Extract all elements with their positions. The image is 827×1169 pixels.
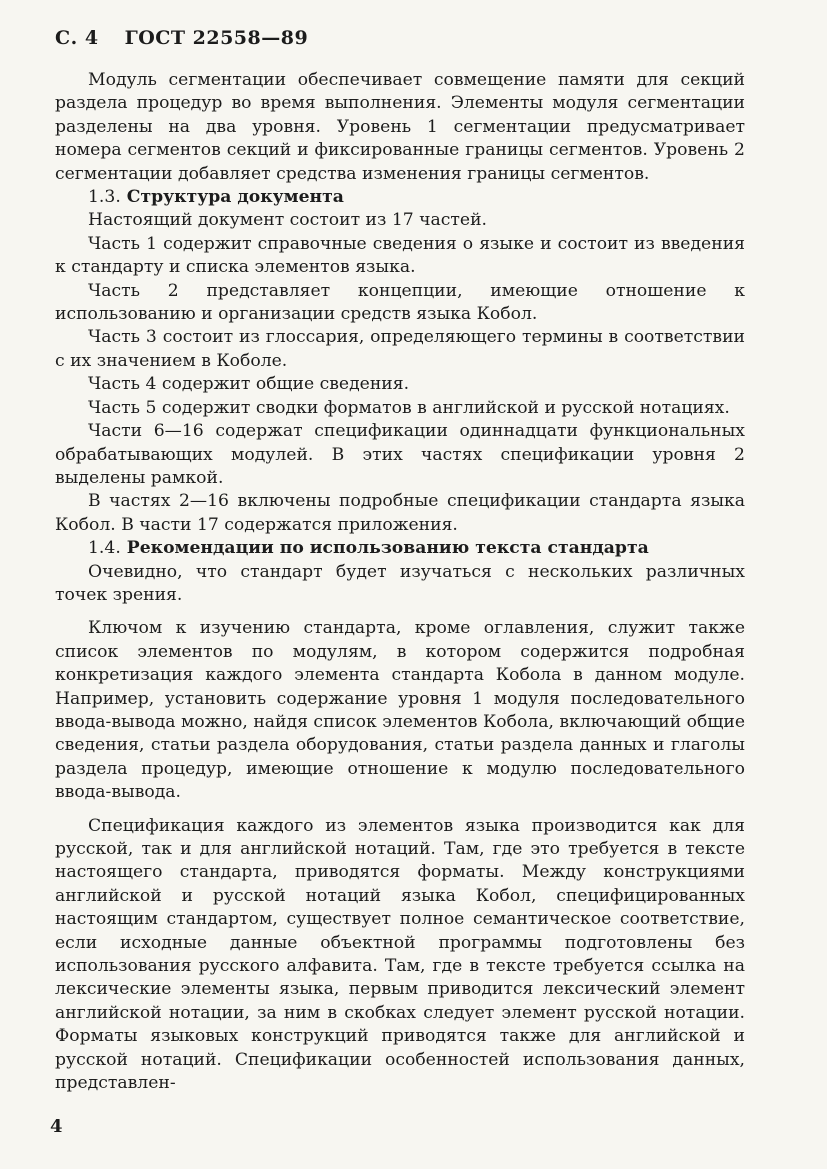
paragraph-parts-2-16: В частях 2—16 включены подробные спецификации стандарта языка Кобол. В части 17 содержатся приложения.	[55, 491, 745, 535]
paragraph-part-3: Часть 3 состоит из глоссария, определяющего термины в соответствии с их значением в Коболе.	[55, 327, 745, 371]
paragraph-viewpoints: Очевидно, что стандарт будет изучаться с нескольких различных точек зрения.	[55, 561, 745, 605]
page-header	[55, 27, 308, 49]
paragraph-segmentation-module: Модуль сегментации обеспечивает совмещение памяти для секций раздела процедур во время выполнения. Элементы модуля сегментации разделены на два уровня. Уровень 1 сегментации предусматривает номера сегментов секций и фиксированные границы сегментов. Уровень 2 сегментации добавляет средства изменения границы сегментов.	[55, 70, 745, 184]
paragraph-part-4: Часть 4 содержит общие сведения.	[88, 374, 410, 395]
section-number: 1.4.	[88, 538, 121, 559]
paragraph-notation-spec: Спецификация каждого из элементов языка производится как для русской, так и для английской нотаций. Там, где это требуется в тексте настоящего стандарта, приводятся форматы. Между конструкциями английской и русской нотаций языка Кобол, специфицированных настоящим стандартом, существует полное семантическое соответствие, если исходные данные объектной программы подготовлены без использования русского алфавита. Там, где в тексте требуется ссылка на лексические элементы языка, первым приводится лексический элемент английской нотации, за ним в скобках следует элемент русской нотации. Форматы языковых конструкций приводятся также для английской и русской нотаций. Спецификации особенностей использования данных, представлен-	[55, 815, 745, 1094]
paragraph-part-2: Часть 2 представляет концепции, имеющие отношение к использованию и организации средств языка Кобол.	[55, 280, 745, 325]
standard-designation: ГОСТ 22558—89	[124, 27, 309, 49]
paragraph-element-list: Ключом к изучению стандарта, кроме оглавления, служит также список элементов по модулям, в котором содержится подробная конкретизация каждого элемента стандарта Кобола в данном модуле. Например, установить содержание уровня 1 модуля последовательного ввода-вывода можно, найдя список элементов Кобола, включающий общие сведения, статьи раздела оборудования, статьи раздела данных и глаголы раздела процедур, имеющие отношение к модулю последовательного ввода-вывода.	[55, 618, 745, 803]
section-title: Структура документа	[126, 187, 344, 208]
section-title: Рекомендации по использованию текста стандарта	[126, 538, 649, 559]
section-heading-1-4	[55, 537, 745, 560]
paragraph-part-1: Часть 1 содержит справочные сведения о языке и состоит из введения к стандарту и списка элементов языка.	[55, 233, 745, 278]
paragraph-parts-6-16: Части 6—16 содержат спецификации одиннадцати функциональных обрабатывающих модулей. В этих частях спецификации уровня 2 выделены рамкой.	[55, 421, 745, 488]
paragraph-parts-count: Настоящий документ состоит из 17 частей.	[88, 210, 488, 231]
page-reference: С. 4	[55, 27, 99, 49]
document-body	[55, 69, 745, 1095]
section-number: 1.3.	[88, 187, 121, 208]
paragraph-part-5: Часть 5 содержит сводки форматов в английской и русской нотациях.	[88, 397, 730, 418]
section-heading-1-3	[55, 186, 745, 209]
page-number: 4	[50, 1116, 63, 1137]
